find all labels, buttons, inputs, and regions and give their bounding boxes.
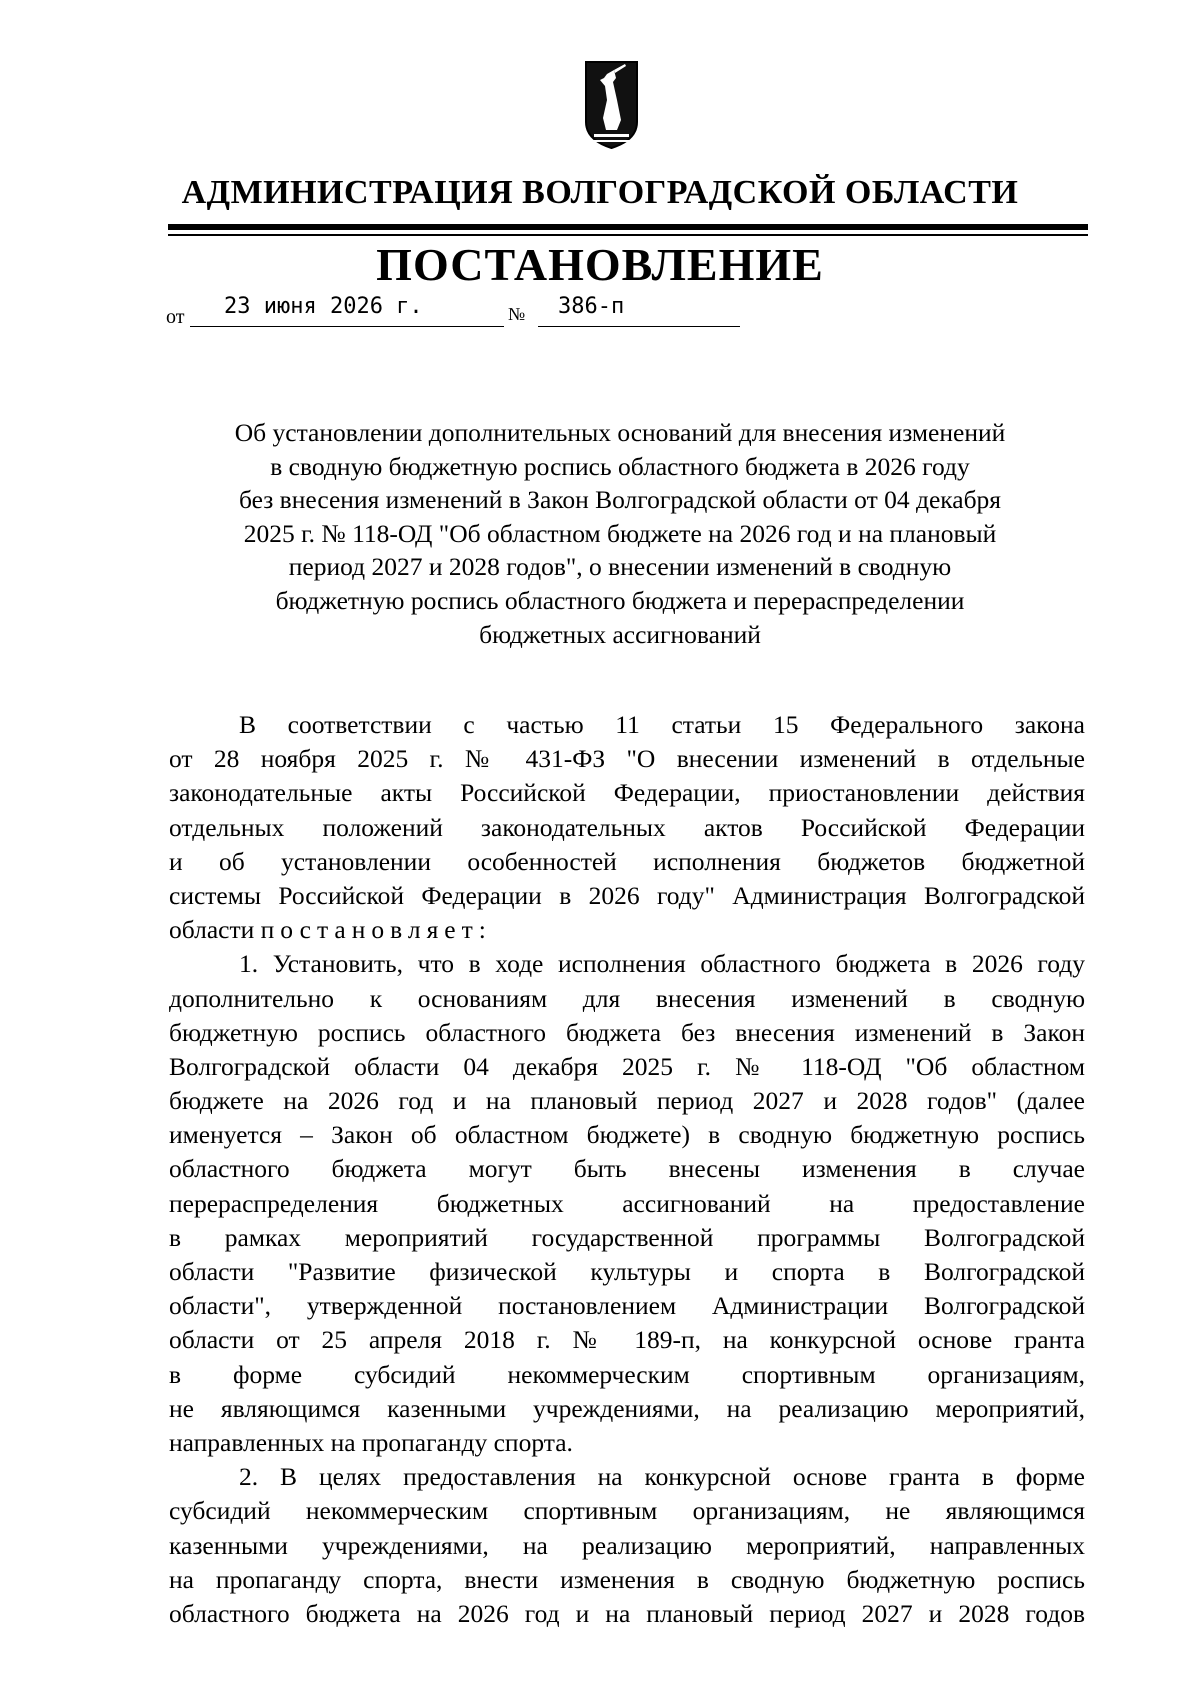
header-rule-thin (168, 234, 1088, 236)
heading-line: 2025 г. № 118-ОД "Об областном бюджете на 2026 год и на плановый (243, 518, 997, 548)
heading-line: бюджетную роспись областного бюджета и перераспределении (275, 585, 965, 615)
item1-line: области", утвержденной постановлением Администрации Волгоградской (169, 1291, 1085, 1321)
item1-line: направленных на пропаганду спорта. (169, 1427, 573, 1457)
resolution-verb: постановляет: (260, 915, 492, 945)
number-underline (538, 326, 740, 327)
organization-title: АДМИНИСТРАЦИЯ ВОЛГОГРАДСКОЙ ОБЛАСТИ (181, 174, 1019, 211)
item1-line: именуется – Закон об областном бюджете) в сводную бюджетную роспись (169, 1120, 1085, 1150)
item1-line: не являющимся казенными учреждениями, на реализацию мероприятий, (169, 1393, 1085, 1423)
item2-line: казенными учреждениями, на реализацию мероприятий, направленных (169, 1530, 1085, 1560)
preamble-line: от 28 ноября 2025 г. № 431-ФЗ "О внесении изменений в отдельные (169, 744, 1085, 774)
item1-line: в рамках мероприятий государственной программы Волгоградской (169, 1222, 1085, 1252)
item1-line: дополнительно к основаниям для внесения изменений в сводную (169, 983, 1085, 1013)
item2-line: субсидий некоммерческим спортивным организациям, не являющимся (169, 1496, 1085, 1526)
date-underline (190, 326, 504, 327)
heading-line: в сводную бюджетную роспись областного бюджета в 2026 году (270, 451, 970, 481)
item1-line: Волгоградской области 04 декабря 2025 г. № 118-ОД "Об областном (169, 1051, 1085, 1081)
document-type-title: ПОСТАНОВЛЕНИЕ (376, 239, 824, 290)
preamble-line: законодательные акты Российской Федерации, приостановлении действия (169, 778, 1085, 808)
date-prefix: от (166, 306, 185, 328)
item2-line: на пропаганду спорта, внести изменения в сводную бюджетную роспись (169, 1564, 1085, 1594)
preamble-line: В соответствии с частью 11 статьи 15 Федерального закона (239, 710, 1085, 739)
item2-line: 2. В целях предоставления на конкурсной основе гранта в форме (239, 1462, 1085, 1492)
preamble-line: системы Российской Федерации в 2026 году" Администрация Волгоградской (169, 880, 1085, 910)
item1-line: перераспределения бюджетных ассигнований на предоставление (169, 1188, 1085, 1218)
item1-line: области "Развитие физической культуры и спорта в Волгоградской (169, 1257, 1085, 1286)
heading-line: период 2027 и 2028 годов", о внесении изменений в сводную (288, 552, 952, 582)
number-prefix: № (508, 304, 526, 324)
heading-line: Об установлении дополнительных оснований для внесения изменений (234, 418, 1006, 447)
document-body (169, 708, 1085, 1631)
item1-line: бюджете на 2026 год и на плановый период 2027 и 2028 годов" (далее (169, 1086, 1085, 1116)
coat-of-arms-icon (584, 60, 639, 155)
document-date: 23 июня 2026 г. (224, 294, 423, 319)
item2-line: областного бюджета на 2026 год и на плановый период 2027 и 2028 годов (169, 1598, 1085, 1628)
heading-line: без внесения изменений в Закон Волгоградской области от 04 декабря (238, 485, 1002, 515)
heading-line: бюджетных ассигнований (479, 619, 761, 649)
preamble-end-word: области (169, 915, 255, 945)
header-rule-thick (168, 224, 1088, 230)
preamble-line: отдельных положений законодательных актов Российской Федерации (169, 812, 1085, 842)
item1-line: бюджетную роспись областного бюджета без внесения изменений в Закон (169, 1017, 1085, 1047)
document-number: 386-п (558, 294, 625, 319)
item1-line: в форме субсидий некоммерческим спортивным организациям, (169, 1359, 1085, 1389)
preamble-final-line (169, 913, 1085, 947)
item1-line: области от 25 апреля 2018 г. № 189-п, на конкурсной основе гранта (169, 1325, 1085, 1355)
document-heading (160, 416, 1080, 651)
item1-line: 1. Установить, что в ходе исполнения областного бюджета в 2026 году (239, 949, 1085, 979)
item1-line: областного бюджета могут быть внесены изменения в случае (169, 1154, 1085, 1184)
preamble-line: и об установлении особенностей исполнения бюджетов бюджетной (169, 846, 1085, 876)
